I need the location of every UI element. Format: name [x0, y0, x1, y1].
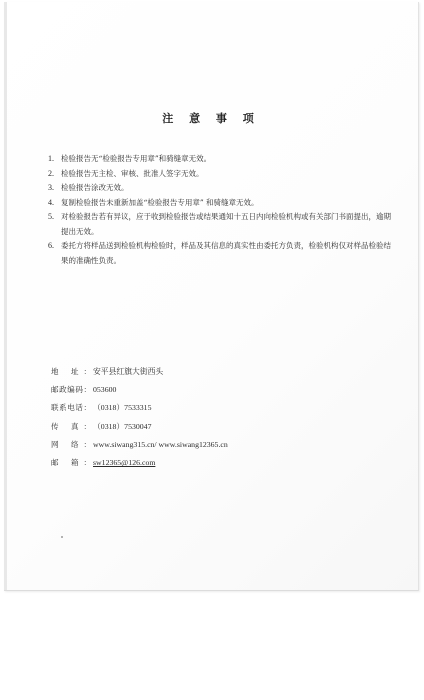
fax-value: （0318）7530047	[93, 421, 152, 431]
note-item	[48, 152, 392, 167]
note-item	[48, 239, 392, 268]
document-page	[4, 2, 419, 591]
scan-speck	[61, 536, 63, 538]
contact-row-fax	[51, 418, 381, 436]
note-item	[48, 167, 392, 182]
note-text: 委托方将样品送到检验机构检验时，样品及其信息的真实性由委托方负责，检验机构仅对样品检验结果的准确性负责。	[61, 241, 391, 265]
note-number: 3.	[48, 183, 54, 192]
note-number: 4.	[48, 197, 54, 207]
phone-value: （0318）7533315	[93, 403, 152, 413]
fax-label: 传 真：	[51, 421, 91, 431]
contact-row-address	[51, 363, 381, 381]
note-item	[48, 196, 392, 211]
notes-list	[48, 152, 392, 268]
note-item	[48, 210, 392, 239]
note-text: 检验报告涂改无效。	[61, 183, 129, 192]
note-text: 检验报告无主检、审核、批准人签字无效。	[61, 168, 204, 178]
note-number: 1.	[48, 154, 54, 163]
email-link[interactable]: sw12365@126.com	[93, 458, 156, 468]
contact-row-email	[51, 454, 381, 472]
postcode-label: 邮政编码：	[51, 385, 91, 395]
note-number: 5.	[48, 212, 54, 221]
note-text: 复制检验报告未重新加盖“检验报告专用章” 和骑缝章无效。	[61, 197, 259, 207]
scan-edge	[4, 2, 7, 590]
note-number: 2.	[48, 168, 54, 178]
contact-row-website	[51, 436, 381, 454]
contact-row-phone	[51, 399, 381, 417]
address-value: 安平县红旗大街西头	[93, 367, 164, 376]
postcode-value: 053600	[93, 385, 117, 395]
contact-row-postcode	[51, 381, 381, 399]
phone-label: 联系电话：	[51, 403, 91, 413]
website-link[interactable]: www.siwang315.cn/ www.siwang12365.cn	[93, 439, 228, 449]
note-number: 6.	[48, 241, 54, 250]
email-label: 邮 箱：	[51, 458, 91, 468]
address-label: 地 址：	[51, 367, 91, 376]
note-text: 检验报告无“检验报告专用章”和骑缝章无效。	[61, 154, 212, 163]
note-text: 对检验报告若有异议，应于收到检验报告或结果通知十五日内向检验机构或有关部门书面提出，逾期提出无效。	[61, 212, 391, 236]
page-title: 注 意 事 项	[162, 112, 260, 125]
contact-info	[51, 363, 381, 472]
note-item	[48, 181, 392, 196]
website-label: 网 络：	[51, 439, 91, 449]
